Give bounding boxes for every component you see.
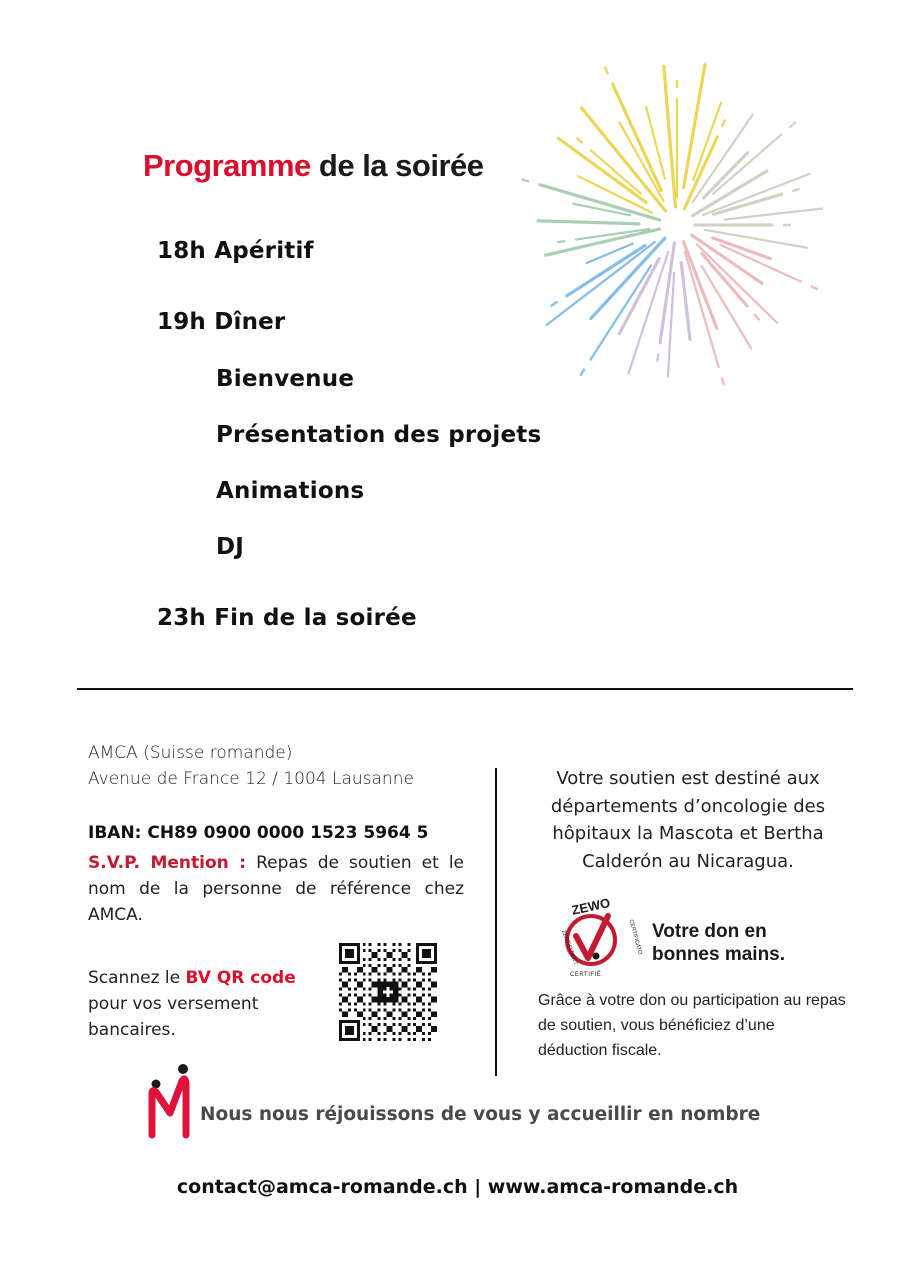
org-name: AMCA (Suisse romande) — [88, 743, 293, 763]
payment-mention — [88, 850, 464, 928]
firework-spark — [523, 180, 529, 182]
firework-spark — [755, 315, 759, 320]
firework-spark — [658, 355, 659, 361]
tax-deduction-note: Grâce à votre don ou participation au repas de soutien, vous bénéficiez d’une déduction fiscale. — [538, 992, 846, 1059]
amca-logo-icon — [148, 1063, 192, 1138]
website-link[interactable]: www.amca-romande.ch — [487, 1176, 739, 1198]
firework-spark — [722, 120, 724, 125]
firework-spark — [577, 139, 582, 143]
svg-text:ZERTIFIZIERT: ZERTIFIZIERT — [560, 929, 579, 966]
firework-ray — [538, 221, 639, 224]
address-block — [88, 740, 468, 792]
programme-subitem: Bienvenue — [216, 366, 355, 392]
scan-suffix: pour vos versement bancaires. — [88, 994, 259, 1040]
page-title — [143, 148, 484, 184]
zewo-tagline-line1: Votre don en — [652, 921, 767, 942]
programme-subitem: Présentation des projets — [216, 422, 542, 448]
closing-tagline: Nous nous réjouissons de vous y accueillir en nombre — [200, 1104, 761, 1125]
firework-ray — [681, 263, 690, 340]
svg-text:CERTIFICATO: CERTIFICATO — [627, 918, 643, 956]
zewo-tagline — [652, 920, 785, 966]
firework-spark — [581, 370, 584, 375]
firework-spark — [552, 302, 557, 305]
zewo-badge-top: ZEWO — [570, 895, 612, 918]
firework-spark — [558, 241, 564, 242]
title-rest: de la soirée — [310, 148, 484, 183]
firework-ray — [590, 265, 651, 359]
firework-spark — [605, 68, 607, 73]
email-link[interactable]: contact@amca-romande.ch — [176, 1176, 468, 1198]
support-statement: Votre soutien est destiné aux départements d’oncologie des hôpitaux la Mascota et Bertha Calderón au Nicaragua. — [550, 768, 826, 872]
programme-item: 23h Fin de la soirée — [157, 605, 417, 631]
firework-ray — [582, 108, 666, 211]
firework-ray — [587, 244, 633, 263]
firework-ray — [713, 135, 781, 194]
firework-spark — [812, 286, 817, 288]
firework-ray — [725, 209, 822, 220]
programme-subitem: DJ — [216, 534, 245, 560]
scan-highlight: BV QR code — [185, 968, 296, 988]
firework-ray — [591, 238, 665, 318]
zewo-certified-seal-icon — [546, 895, 643, 978]
firework-ray — [540, 185, 660, 220]
svg-text:CERTIFIÉ: CERTIFIÉ — [570, 972, 602, 978]
mention-label: S.V.P. Mention : — [88, 853, 247, 873]
programme-item: 19h Dîner — [157, 309, 286, 335]
mention-text: Repas de soutien et le nom de la personne de référence chez AMCA. — [88, 853, 464, 925]
vertical-divider — [495, 768, 497, 1076]
title-highlight: Programme — [143, 148, 311, 183]
firework-spark — [790, 123, 795, 127]
firework-burst-icon — [505, 50, 865, 400]
zewo-tagline-line2: bonnes mains. — [652, 944, 786, 965]
scan-instruction — [88, 965, 328, 1043]
horizontal-divider — [77, 688, 853, 690]
iban: IBAN: CH89 0900 0000 1523 5964 5 — [88, 823, 429, 843]
contact-line — [0, 1176, 915, 1198]
firework-spark — [793, 189, 799, 191]
firework-spark — [722, 379, 724, 385]
programme-item: 18h Apéritif — [157, 238, 314, 264]
contact-separator: | — [467, 1176, 488, 1198]
programme-subitem: Animations — [216, 478, 365, 504]
firework-ray — [664, 67, 676, 208]
qr-code-icon[interactable] — [339, 943, 437, 1041]
firework-ray — [646, 107, 665, 179]
street-address: Avenue de France 12 / 1004 Lausanne — [88, 769, 414, 789]
scan-prefix: Scannez le — [88, 968, 186, 988]
